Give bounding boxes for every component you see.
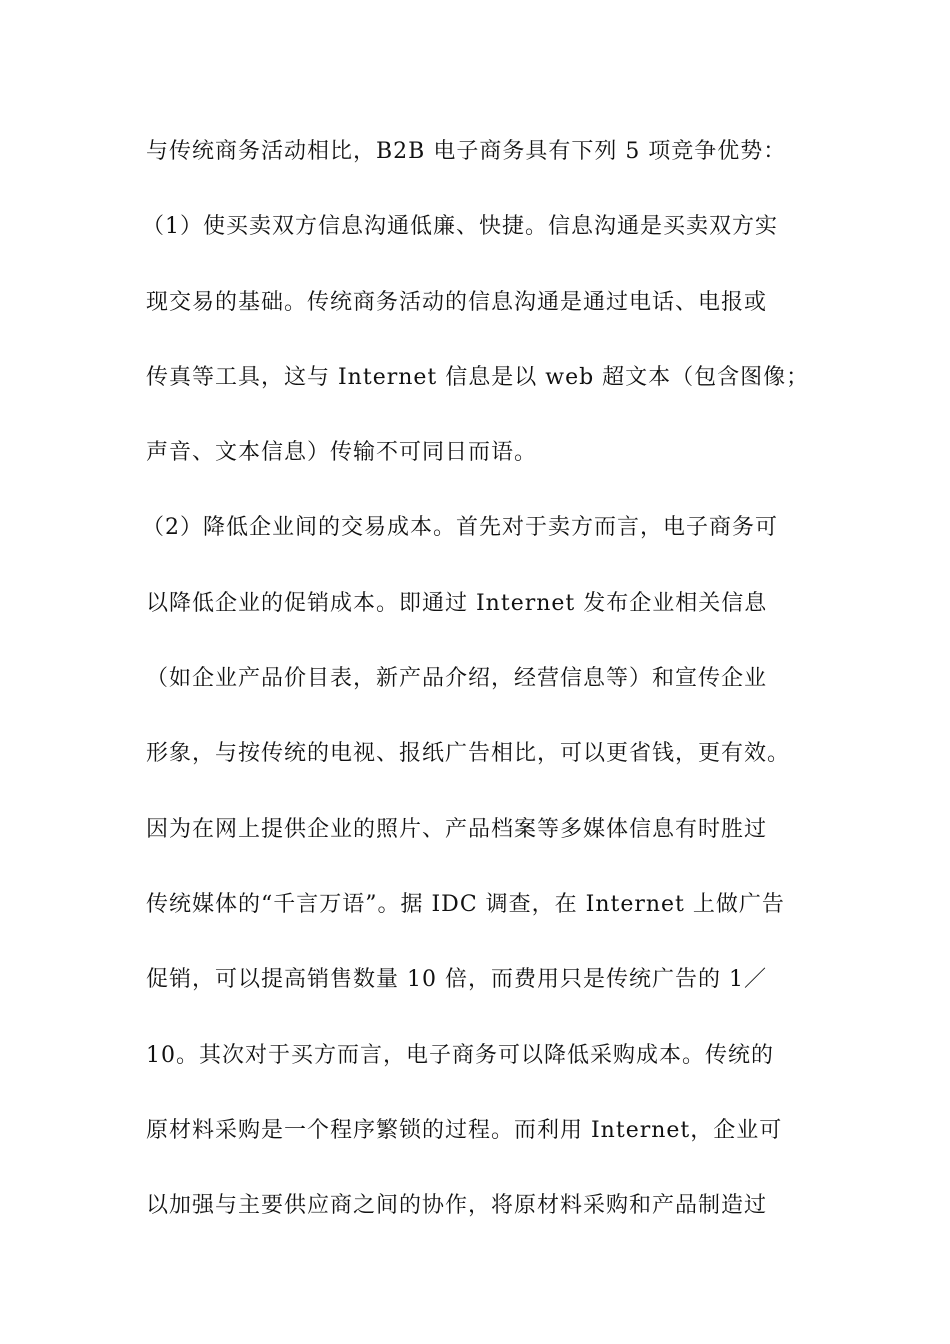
- text-line: 促销，可以提高销售数量 10 倍，而费用只是传统广告的 1／: [146, 967, 767, 993]
- text-line: 现交易的基础。传统商务活动的信息沟通是通过电话、电报或: [146, 289, 768, 315]
- text-line: 形象，与按传统的电视、报纸广告相比，可以更省钱，更有效。: [146, 741, 791, 767]
- text-line: 传真等工具，这与 Internet 信息是以 web 超文本（包含图像；: [146, 364, 810, 390]
- text-line: 以降低企业的促销成本。即通过 Internet 发布企业相关信息: [146, 590, 768, 616]
- text-line: 因为在网上提供企业的照片、产品档案等多媒体信息有时胜过: [146, 816, 768, 842]
- text-line: （如企业产品价目表，新产品介绍，经营信息等）和宣传企业: [146, 666, 768, 692]
- text-line: 10。其次对于买方而言，电子商务可以降低采购成本。传统的: [146, 1042, 774, 1068]
- text-line: 传统媒体的“千言万语”。据 IDC 调查，在 Internet 上做广告: [146, 891, 785, 917]
- text-line: （1）使买卖双方信息沟通低廉、快捷。信息沟通是买卖双方实: [142, 214, 778, 240]
- text-line: 与传统商务活动相比，B2B 电子商务具有下列 5 项竞争优势：: [146, 139, 787, 164]
- text-line: 声音、文本信息）传输不可同日而语。: [146, 440, 538, 466]
- text-line: 原材料采购是一个程序繁锁的过程。而利用 Internet，企业可: [146, 1117, 783, 1143]
- text-line: （2）降低企业间的交易成本。首先对于卖方而言，电子商务可: [142, 515, 778, 541]
- text-line: 以加强与主要供应商之间的协作，将原材料采购和产品制造过: [146, 1193, 768, 1219]
- document-body: [142, 132, 846, 1261]
